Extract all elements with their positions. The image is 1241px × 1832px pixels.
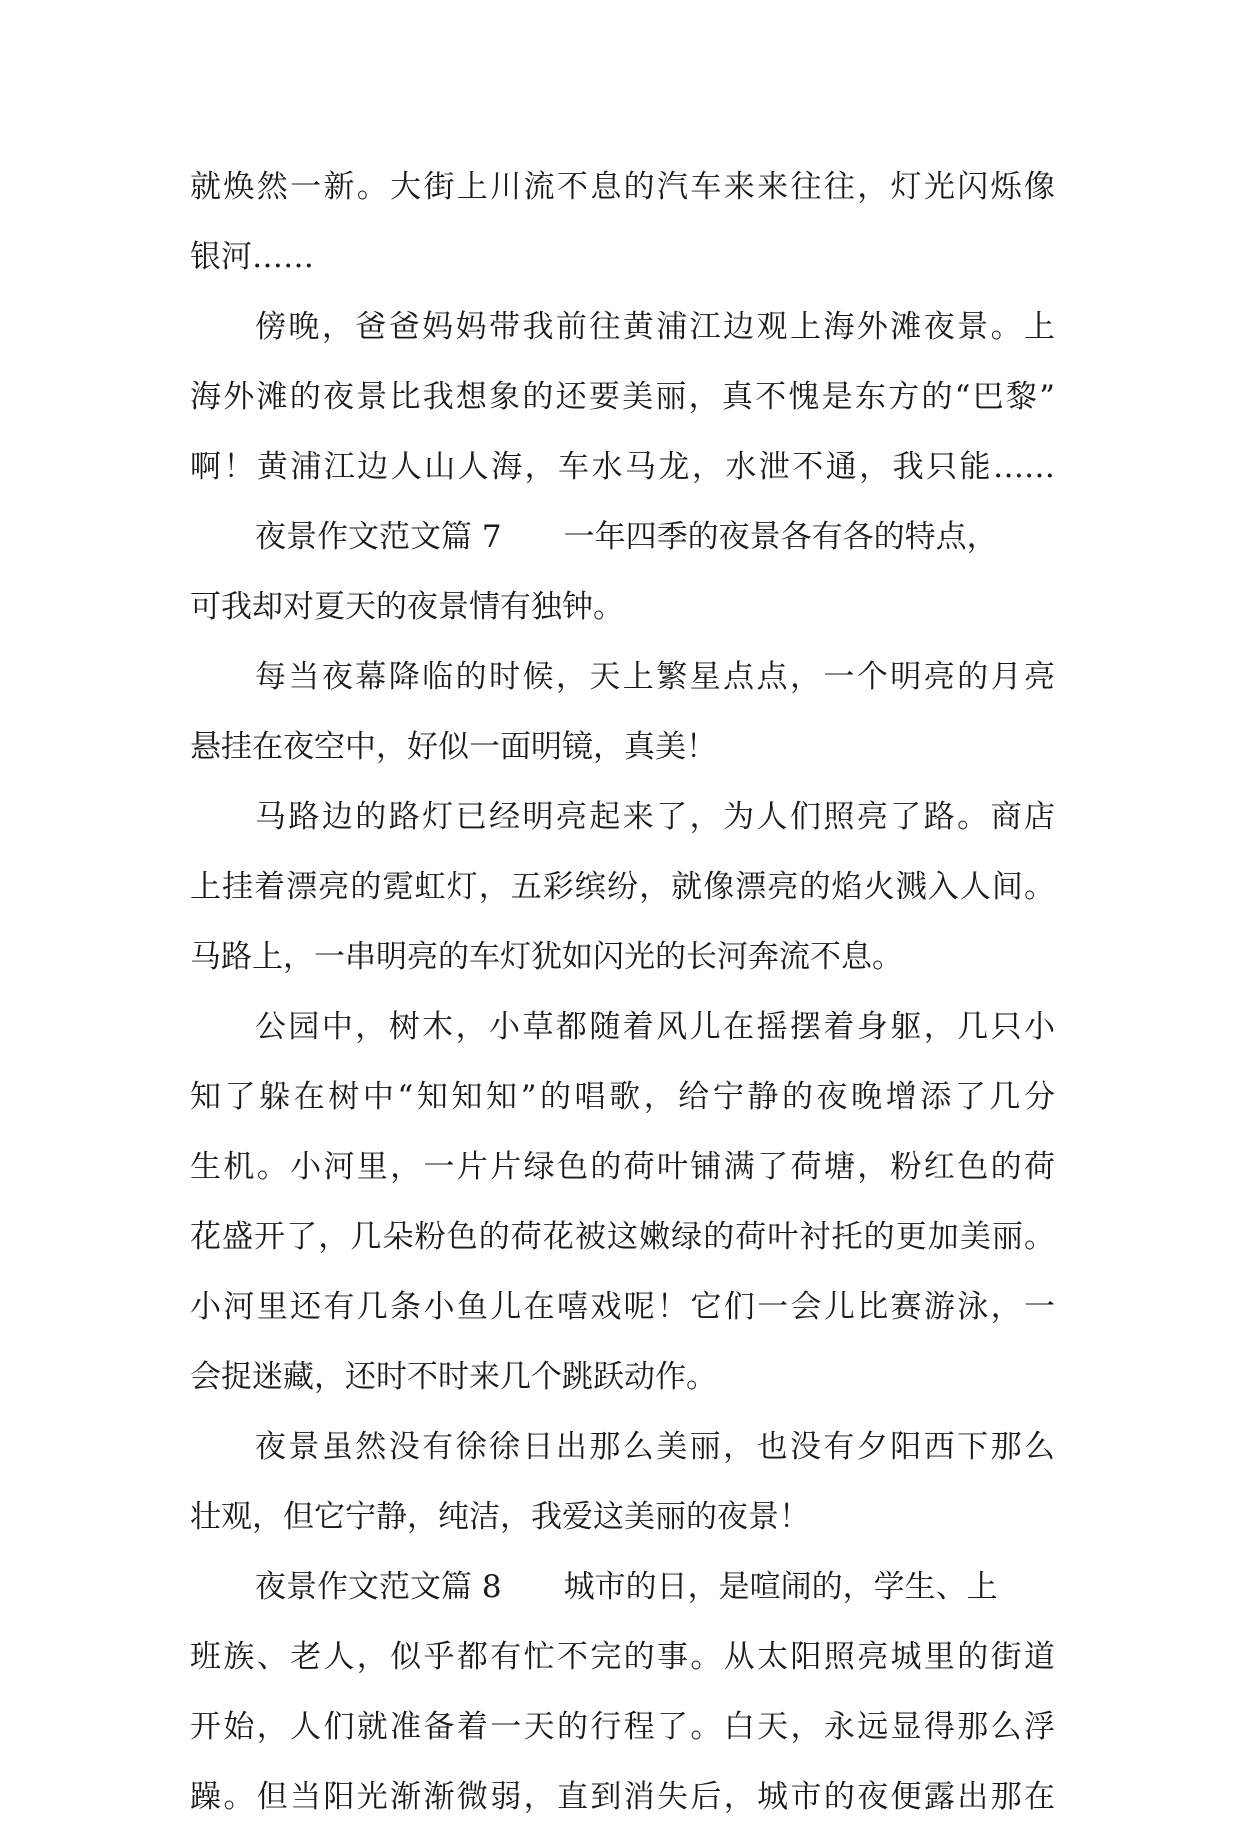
paragraph-line: 夜景虽然没有徐徐日出那么美丽，也没有夕阳西下那么 xyxy=(255,1429,1055,1465)
paragraph-line: 悬挂在夜空中，好似一面明镜，真美！ xyxy=(190,729,717,765)
paragraph-line: 公园中，树木，小草都随着风儿在摇摆着身躯，几只小 xyxy=(255,1009,1055,1045)
section-heading: 夜景作文范文篇 7 xyxy=(255,519,502,555)
document-body xyxy=(190,152,1055,1832)
paragraph-line: 啊！黄浦江边人山人海，车水马龙，水泄不通，我只能…… xyxy=(190,449,1055,485)
paragraph-line: 班族、老人，似乎都有忙不完的事。从太阳照亮城里的街道 xyxy=(190,1639,1055,1675)
paragraph-line: 壮观，但它宁静，纯洁，我爱这美丽的夜景！ xyxy=(190,1499,810,1535)
paragraph-line: 可我却对夏天的夜景情有独钟。 xyxy=(190,589,624,625)
paragraph-text: 一年四季的夜景各有各的特点， xyxy=(563,519,998,555)
paragraph-line: 马路边的路灯已经明亮起来了，为人们照亮了路。商店 xyxy=(255,799,1055,835)
paragraph-line: 马路上，一串明亮的车灯犹如闪光的长河奔流不息。 xyxy=(190,939,903,975)
paragraph-line: 躁。但当阳光渐渐微弱，直到消失后，城市的夜便露出那在 xyxy=(190,1779,1055,1815)
paragraph-line: 银河…… xyxy=(190,239,314,275)
paragraph-line: 傍晚，爸爸妈妈带我前往黄浦江边观上海外滩夜景。上 xyxy=(255,309,1055,345)
paragraph-text: 城市的日，是喧闹的，学生、上 xyxy=(563,1569,998,1605)
paragraph-line: 会捉迷藏，还时不时来几个跳跃动作。 xyxy=(190,1359,717,1395)
section-heading-line xyxy=(190,502,1055,572)
section-heading: 夜景作文范文篇 8 xyxy=(255,1569,502,1605)
paragraph-line: 知了躲在树中“知知知”的唱歌，给宁静的夜晚增添了几分 xyxy=(190,1079,1055,1115)
section-heading-line xyxy=(190,1552,1055,1622)
paragraph-line: 开始，人们就准备着一天的行程了。白天，永远显得那么浮 xyxy=(190,1709,1055,1745)
paragraph-line: 生机。小河里，一片片绿色的荷叶铺满了荷塘，粉红色的荷 xyxy=(190,1149,1055,1185)
paragraph-line: 花盛开了，几朵粉色的荷花被这嫩绿的荷叶衬托的更加美丽。 xyxy=(190,1219,1055,1255)
paragraph-line: 就焕然一新。大街上川流不息的汽车来来往往，灯光闪烁像 xyxy=(190,169,1055,205)
paragraph-line: 海外滩的夜景比我想象的还要美丽，真不愧是东方的“巴黎” xyxy=(190,379,1055,415)
paragraph-line: 小河里还有几条小鱼儿在嘻戏呢！它们一会儿比赛游泳，一 xyxy=(190,1289,1055,1325)
paragraph-line: 每当夜幕降临的时候，天上繁星点点，一个明亮的月亮 xyxy=(255,659,1055,695)
paragraph-line: 上挂着漂亮的霓虹灯，五彩缤纷，就像漂亮的焰火溅入人间。 xyxy=(190,869,1055,905)
